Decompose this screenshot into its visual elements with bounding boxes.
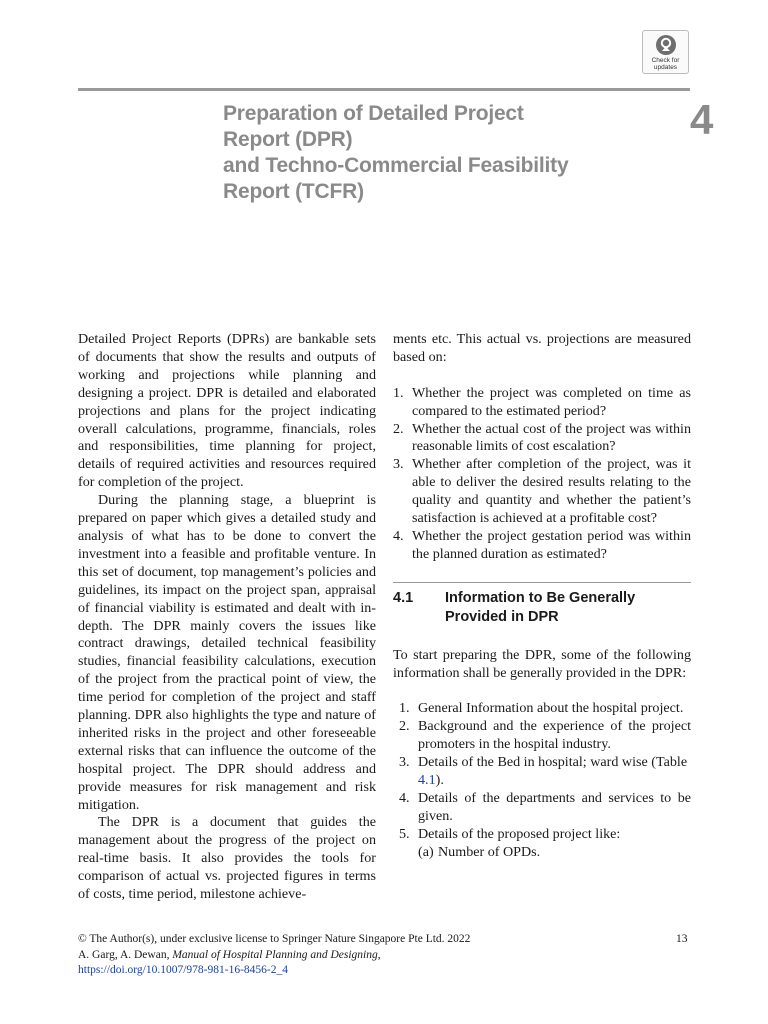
section-rule (393, 582, 691, 583)
body-paragraph: During the planning stage, a blueprint is prepared on paper which gives a detailed study and analysis of what has to be done to convert the investment into a feasible and profitable venture. In this set of document, top management’s policies and guidelines, its impact on the project span, appraisal of financial viability is estimated and dealt with in-depth. The DPR mainly covers the issues like contract drawings, detailed technical feasibility studies, financial feasibility calculations, execution of the project from the practical point of view, the time period for completion of the project and staff planning. DPR also highlights the type and nature of inherited risks in the project and other foreseeable external risks that can influence the outcome of the hospital project. The DPR should address and provide measures for risk management and risk mitigation. (78, 492, 376, 813)
check-for-updates-label: Check for updates (651, 57, 680, 71)
chapter-title-line: and Techno-Commercial Feasibility (223, 154, 569, 177)
check-for-updates-badge[interactable] (642, 30, 689, 74)
body-paragraph: To start preparing the DPR, some of the following information shall be generally provided in the DPR: (393, 646, 691, 681)
left-column (78, 331, 376, 904)
chapter-number: 4 (690, 96, 714, 143)
info-list (393, 700, 691, 843)
list-item: 1. Whether the project was completed on time as compared to the estimated period? (393, 384, 691, 419)
book-title: Manual of Hospital Planning and Designing (172, 948, 378, 961)
list-item: 5. Details of the proposed project like: (399, 825, 621, 842)
body-paragraph: Detailed Project Reports (DPRs) are bankable sets of documents that show the results and outputs of working and projections while planning and designing a project. DPR is detailed and elaborated projections and plans for the project indicating overall calculations, programme, financials, roles and responsibilities, time planning for project, details of required activities and resources required for completion of the project. (78, 331, 376, 491)
body-paragraph: The DPR is a document that guides the management about the progress of the project on real-time basis. It also provides the tools for comparison of actual vs. projected figures in terms of costs, time period, milestone achieve- (78, 814, 376, 903)
list-item: 3. Whether after completion of the project, was it able to deliver the desired results relating to the quality and quantity and whether the patient’s satisfaction is achieved at a profitable cost? (393, 456, 691, 527)
right-column (393, 331, 691, 862)
footer (78, 932, 690, 979)
section-title: Information to Be Generally Provided in DPR (445, 589, 636, 625)
criteria-list (393, 385, 691, 564)
top-rule (78, 88, 690, 91)
table-link[interactable]: 4.1 (418, 772, 436, 789)
page-number: 13 (676, 933, 688, 945)
chapter-title (223, 101, 643, 205)
list-item: 1. General Information about the hospital project. (399, 700, 684, 717)
list-item: 4. Details of the departments and services to be given. (399, 790, 691, 824)
chapter-title-line: Report (DPR) (223, 128, 353, 151)
citation-line: A. Garg, A. Dewan, Manual of Hospital Planning and Designing, (78, 948, 381, 961)
chapter-title-line: Preparation of Detailed Project (223, 102, 524, 125)
list-item: 2. Background and the experience of the project promoters in the hospital industry. (399, 718, 691, 753)
doi-link[interactable]: https://doi.org/10.1007/978-981-16-8456-2_4 (78, 964, 288, 976)
crossmark-icon (655, 34, 677, 56)
chapter-title-line: Report (TCFR) (223, 180, 364, 203)
section-number: 4.1 (393, 589, 414, 606)
list-item: 2. Whether the actual cost of the project was within reasonable limits of cost escalation? (393, 420, 691, 455)
sub-list-item: (a) Number of OPDs. (418, 843, 541, 860)
body-paragraph: ments etc. This actual vs. projections are measured based on: (393, 331, 691, 365)
list-item: 3. Details of the Bed in hospital; ward wise (Table 4.1). (399, 754, 688, 789)
list-item: 4. Whether the project gestation period was within the planned duration as estimated? (393, 527, 691, 562)
copyright-line: © The Author(s), under exclusive license to Springer Nature Singapore Pte Ltd. 2022 (78, 933, 471, 945)
section-heading (393, 589, 691, 627)
